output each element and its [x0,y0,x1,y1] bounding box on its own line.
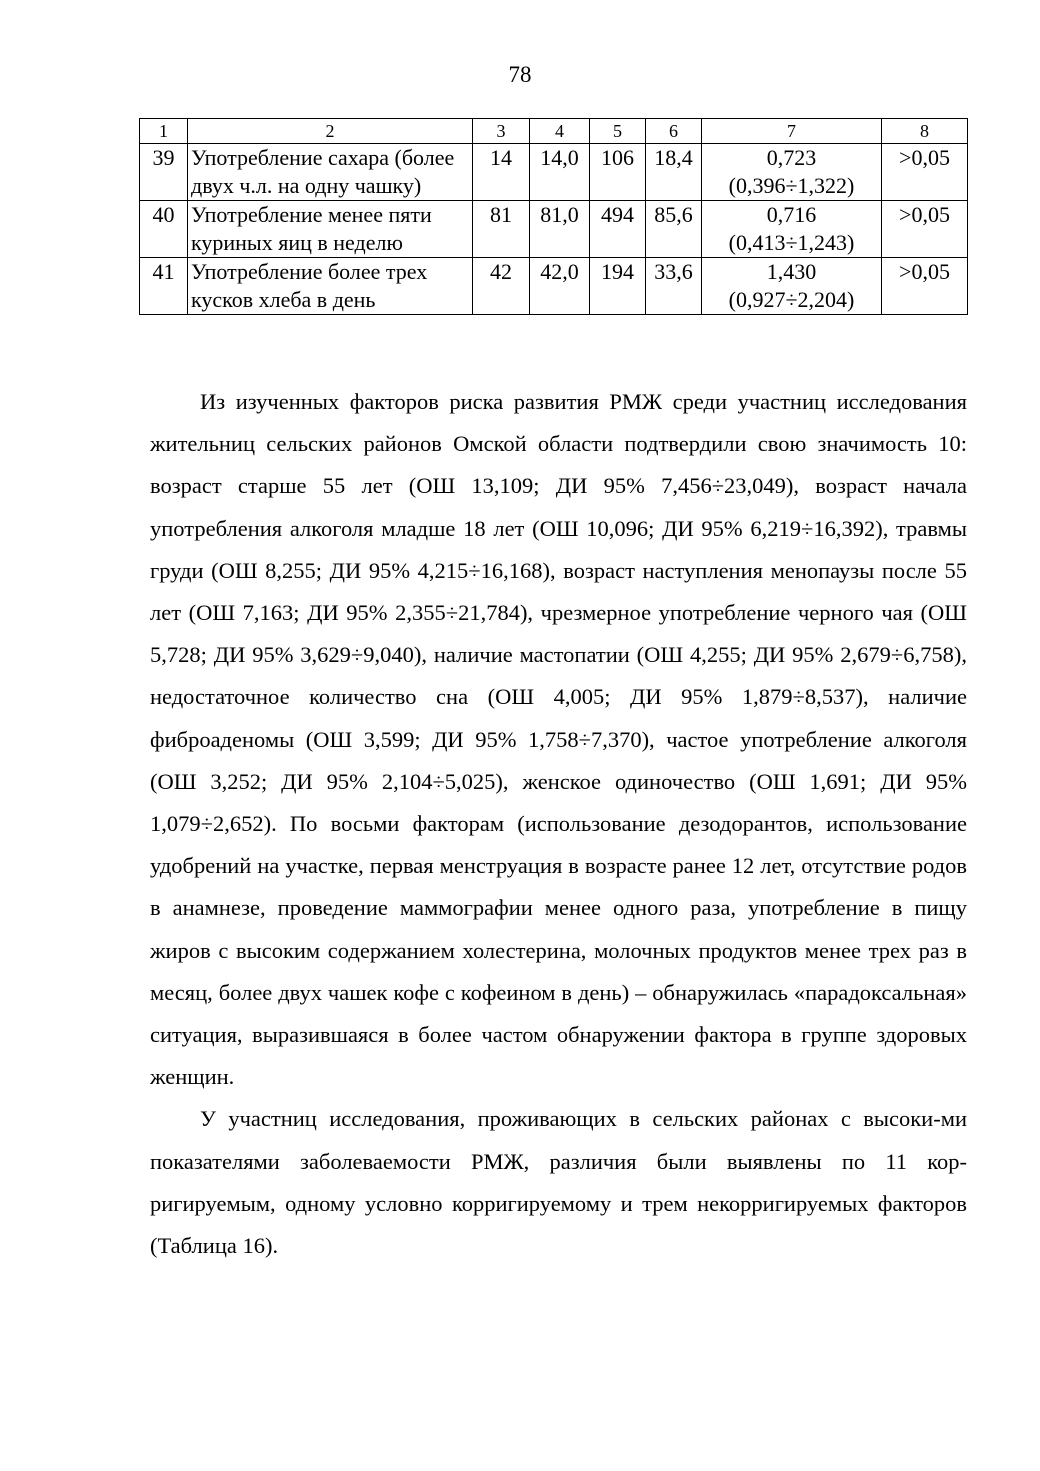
paragraph: У участниц исследования, проживающих в сельских районах с высоки-ми показателями заболеваемости РМЖ, различия были выявлены по 11 кор-ригируемым, одному условно корригируемому и трем некорригируемых факторов (Таблица 16). [150,1106,967,1259]
header-cell: 6 [646,119,702,144]
factor-name: Употребление более трех кусков хлеба в день [188,258,473,315]
table-row [140,201,968,258]
p-value: >0,05 [882,201,968,258]
table-cell: 81 [473,201,530,258]
header-cell: 5 [590,119,646,144]
p-value: >0,05 [882,258,968,315]
table-header-row [140,119,968,144]
table-cell: 85,6 [646,201,702,258]
table-cell: 42 [473,258,530,315]
table-row [140,144,968,201]
odds-ratio: 1,430 [766,259,817,284]
table-cell: 194 [590,258,646,315]
factor-name: Употребление сахара (более двух ч.л. на одну чашку) [188,144,473,201]
page-number: 78 [508,62,532,87]
body-text [150,381,967,1267]
row-number: 40 [140,201,188,258]
table-cell: 42,0 [530,258,590,315]
risk-factor-table [139,118,968,315]
header-cell: 4 [530,119,590,144]
odds-ratio-cell [702,144,882,201]
odds-ratio-cell [702,258,882,315]
table-cell: 494 [590,201,646,258]
table-cell: 14 [473,144,530,201]
table-cell: 14,0 [530,144,590,201]
table-cell: 106 [590,144,646,201]
confidence-interval: (0,413÷1,243) [728,230,855,255]
odds-ratio: 0,723 [766,145,817,170]
header-cell: 1 [140,119,188,144]
row-number: 41 [140,258,188,315]
p-value: >0,05 [882,144,968,201]
odds-ratio-cell [702,201,882,258]
header-cell: 3 [473,119,530,144]
table-cell: 18,4 [646,144,702,201]
table-row [140,258,968,315]
table-cell: 81,0 [530,201,590,258]
row-number: 39 [140,144,188,201]
confidence-interval: (0,396÷1,322) [728,173,855,198]
header-cell: 2 [188,119,473,144]
factor-name: Употребление менее пяти куриных яиц в неделю [188,201,473,258]
header-cell: 7 [702,119,882,144]
header-cell: 8 [882,119,968,144]
table-cell: 33,6 [646,258,702,315]
odds-ratio: 0,716 [766,202,817,227]
paragraph: Из изученных факторов риска развития РМЖ среди участниц исследования жительниц сельских районов Омской области подтвердили свою значимость 10: возраст старше 55 лет (ОШ 13,109; ДИ 95% 7,456÷23,049), возраст начала употребления алкоголя младше 18 лет (ОШ 10,096; ДИ 95% 6,219÷16,392), травмы груди (ОШ 8,255; ДИ 95% 4,215÷16,168), возраст наступления менопаузы после 55 лет (ОШ 7,163; ДИ 95% 2,355÷21,784), чрезмерное употребление черного чая (ОШ 5,728; ДИ 95% 3,629÷9,040), наличие мастопатии (ОШ 4,255; ДИ 95% 2,679÷6,758), недостаточное количество сна (ОШ 4,005; ДИ 95% 1,879÷8,537), наличие фиброаденомы (ОШ 3,599; ДИ 95% 1,758÷7,370), частое употребление алкоголя (ОШ 3,252; ДИ 95% 2,104÷5,025), женское одиночество (ОШ 1,691; ДИ 95% 1,079÷2,652). По восьми факторам (использование дезодорантов, использование удобрений на участке, первая менструация в возрасте ранее 12 лет, отсутствие родов в анамнезе, проведение маммографии менее одного раза, употребление в пищу жиров с высоким содержанием холестерина, молочных продуктов менее трех раз в месяц, более двух чашек кофе с кофеином в день) – обнаружилась «парадоксальная» ситуация, выразившаяся в более частом обнаружении фактора в группе здоровых женщин. [150,389,967,1090]
confidence-interval: (0,927÷2,204) [728,287,855,312]
